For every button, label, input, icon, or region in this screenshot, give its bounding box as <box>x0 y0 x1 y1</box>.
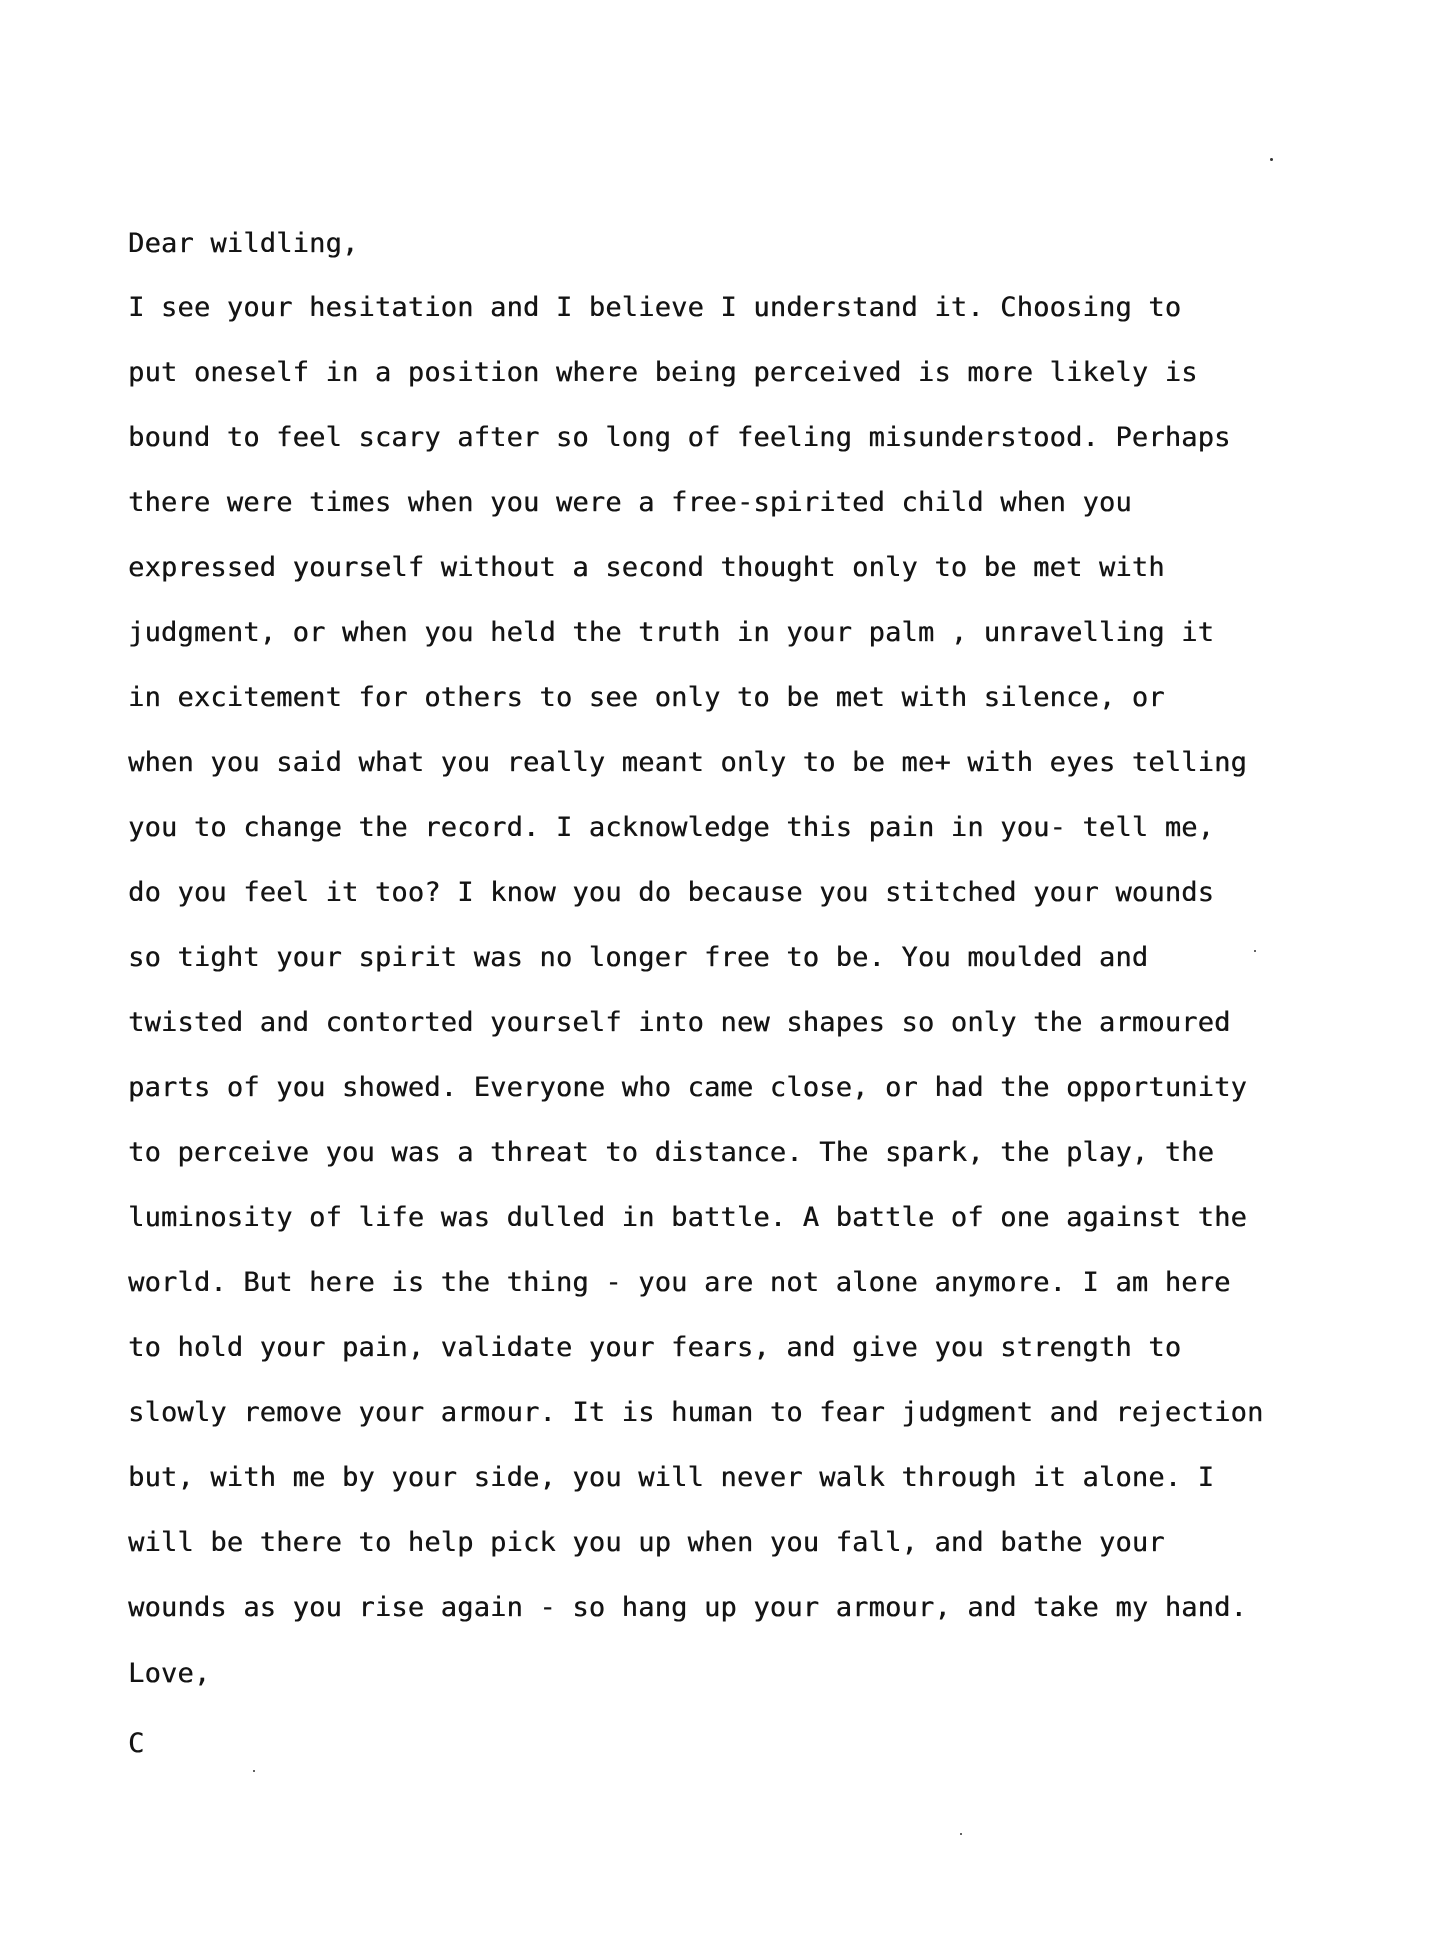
letter-line: I see your hesitation and I believe I understand it. Choosing to <box>128 292 1182 323</box>
letter-line: expressed yourself without a second thought only to be met with <box>128 552 1165 583</box>
letter-line: luminosity of life was dulled in battle. A battle of one against the <box>128 1202 1247 1233</box>
letter-line: parts of you showed. Everyone who came close, or had the opportunity <box>128 1072 1247 1103</box>
letter-line: you to change the record. I acknowledge this pain in you- tell me, <box>128 812 1215 843</box>
letter-signature: C <box>128 1728 145 1759</box>
letter-line: to hold your pain, validate your fears, and give you strength to <box>128 1332 1182 1363</box>
letter-line: judgment, or when you held the truth in your palm , unravelling it <box>128 617 1215 648</box>
letter-greeting: Dear wildling, <box>128 228 359 259</box>
letter-line: but, with me by your side, you will never walk through it alone. I <box>128 1462 1215 1493</box>
letter-line: in excitement for others to see only to be met with silence, or <box>128 682 1165 713</box>
letter-line: slowly remove your armour. It is human to fear judgment and rejection <box>128 1397 1264 1428</box>
letter-line: so tight your spirit was no longer free to be. You moulded and <box>128 942 1149 973</box>
letter-line: when you said what you really meant only to be me+ with eyes telling <box>128 747 1247 778</box>
letter-line: to perceive you was a threat to distance. The spark, the play, the <box>128 1137 1215 1168</box>
scan-speck <box>1254 950 1256 952</box>
scan-speck <box>1270 158 1273 161</box>
letter-line: wounds as you rise again - so hang up your armour, and take my hand. <box>128 1592 1247 1623</box>
letter-line: world. But here is the thing - you are not alone anymore. I am here <box>128 1267 1231 1298</box>
letter-line: twisted and contorted yourself into new shapes so only the armoured <box>128 1007 1231 1038</box>
letter-line: do you feel it too? I know you do because you stitched your wounds <box>128 877 1215 908</box>
scan-speck <box>960 1833 962 1835</box>
letter-line: put oneself in a position where being perceived is more likely is <box>128 357 1198 388</box>
letter-line: will be there to help pick you up when you fall, and bathe your <box>128 1527 1165 1558</box>
letter-signoff: Love, <box>128 1658 211 1689</box>
letter-line: there were times when you were a free-spirited child when you <box>128 487 1132 518</box>
scan-speck <box>253 1770 255 1772</box>
letter-line: bound to feel scary after so long of feeling misunderstood. Perhaps <box>128 422 1231 453</box>
